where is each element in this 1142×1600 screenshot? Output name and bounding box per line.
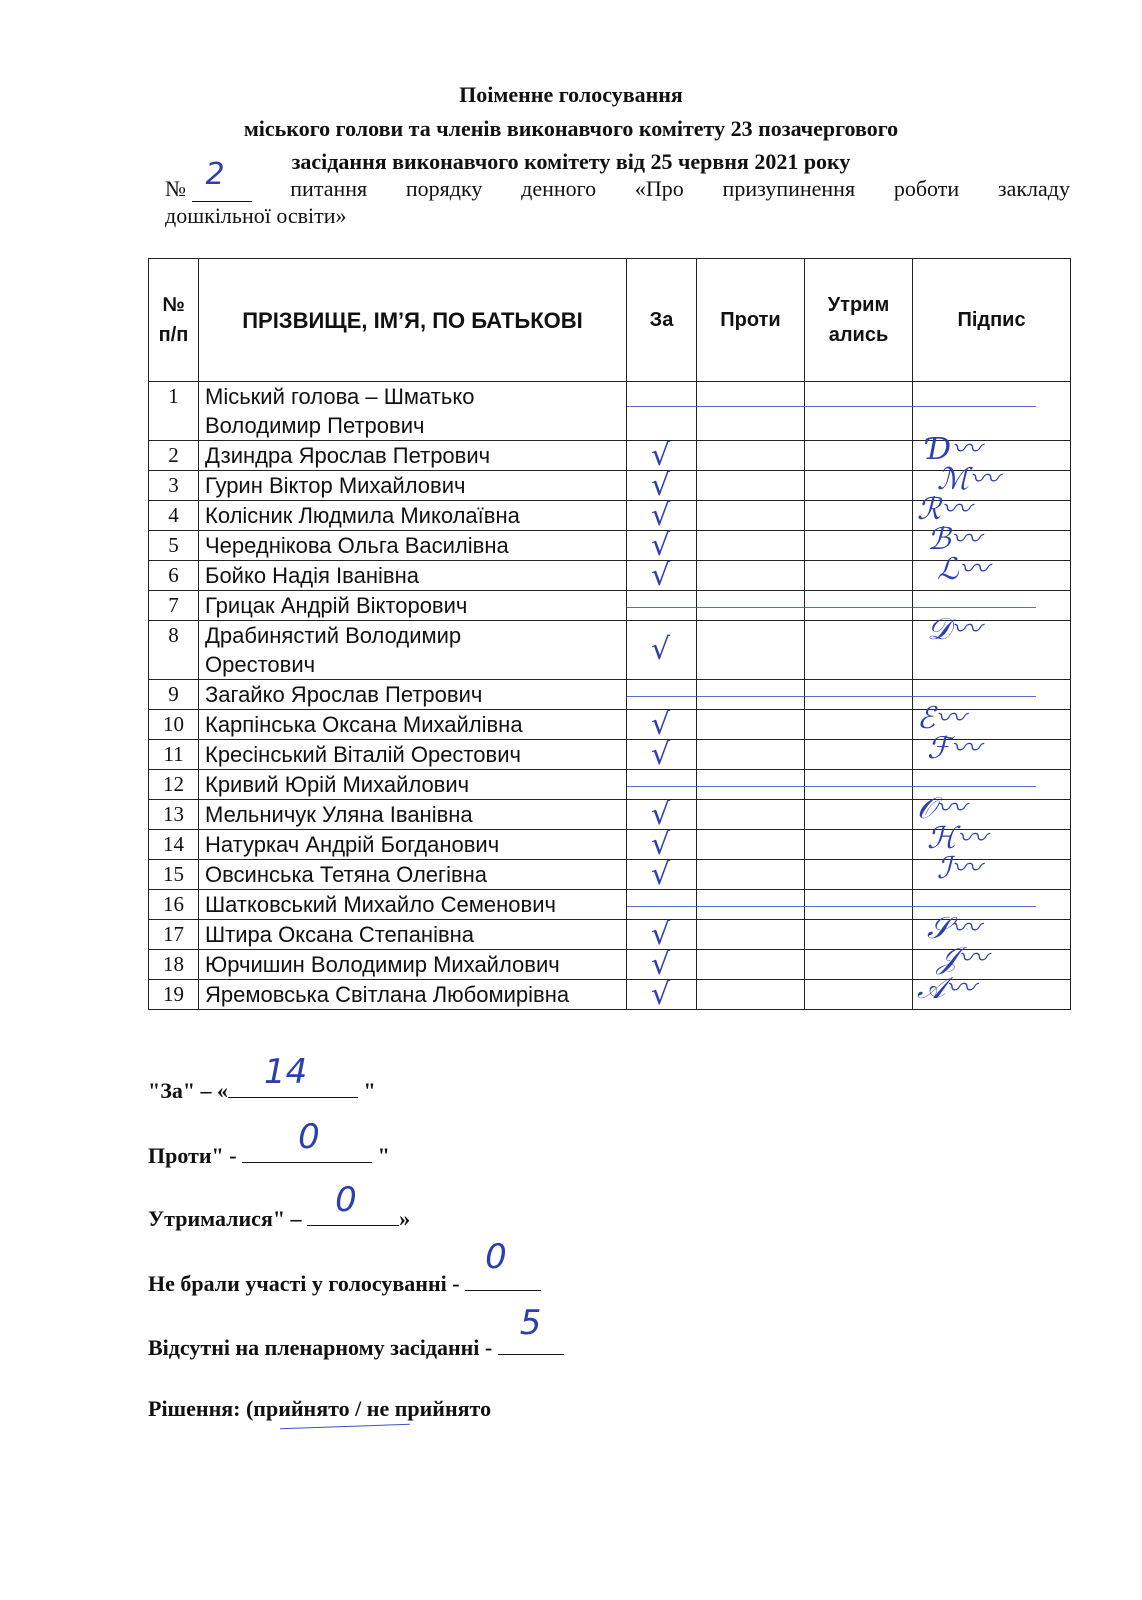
signature-scribble: 𝒪〰 — [917, 791, 966, 826]
header-signature: Підпис — [913, 259, 1071, 382]
table-row — [149, 441, 1071, 471]
signature-cell — [913, 971, 1071, 1010]
vote-against-cell — [697, 710, 805, 740]
vote-against-cell — [697, 441, 805, 471]
row-name-line: Шатковський Михайло Семенович — [205, 892, 556, 917]
title-line-3: засідання виконавчого комітету від 25 червня 2021 року — [291, 149, 851, 174]
row-name-line: Кривий Юрій Михайлович — [205, 772, 470, 797]
agenda-word: порядку — [405, 176, 483, 201]
row-number: 10 — [149, 710, 199, 740]
row-number: 11 — [149, 740, 199, 770]
vote-for-cell — [627, 438, 697, 473]
row-number: 4 — [149, 501, 199, 531]
row-full-name — [199, 740, 627, 770]
vote-against-cell — [697, 561, 805, 591]
vote-abstained-cell — [805, 830, 913, 860]
agenda-number-field — [165, 157, 252, 202]
table-row — [149, 561, 1071, 591]
vote-for-cell — [627, 977, 697, 1012]
agenda-word: «Про — [634, 176, 684, 201]
summary-for-end: " — [358, 1078, 376, 1103]
vote-against-cell — [697, 471, 805, 501]
header-against: Проти — [697, 259, 805, 382]
vote-against-cell — [697, 770, 805, 800]
summary-abstained-value: 0 — [335, 1180, 357, 1220]
vote-for-cell — [627, 890, 697, 920]
summary-against-end: " — [372, 1143, 390, 1168]
checkmark-icon: √ — [651, 737, 671, 772]
vote-table — [148, 258, 1071, 1010]
row-full-name — [199, 680, 627, 710]
summary-for-value: 14 — [264, 1052, 308, 1092]
row-name-line: Гурин Віктор Михайлович — [205, 473, 466, 498]
vote-abstained-cell — [805, 531, 913, 561]
row-full-name — [199, 860, 627, 890]
signature-cell — [913, 731, 1071, 770]
vote-against-cell — [697, 621, 805, 680]
vote-against-cell — [697, 501, 805, 531]
checkmark-icon: √ — [651, 707, 671, 742]
vote-for-cell — [627, 468, 697, 503]
vote-for-cell — [627, 558, 697, 593]
vote-for-cell — [627, 827, 697, 862]
vote-abstained-cell — [805, 382, 913, 441]
summary-against — [148, 1117, 390, 1169]
summary-against-value: 0 — [298, 1117, 320, 1157]
title-line-2: міського голови та членів виконавчого комітету 23 позачергового — [243, 116, 899, 141]
agenda-line-2: дошкільної освіти» — [165, 203, 347, 228]
vote-against-cell — [697, 591, 805, 621]
vote-for-cell — [627, 621, 697, 680]
row-number: 17 — [149, 920, 199, 950]
table-row — [149, 860, 1071, 890]
row-number: 8 — [149, 621, 199, 680]
summary-abstained-end: » — [399, 1206, 411, 1231]
summary-not-voting-value: 0 — [485, 1237, 507, 1277]
row-full-name — [199, 920, 627, 950]
vote-against-cell — [697, 531, 805, 561]
agenda-word: денного — [521, 176, 597, 201]
summary-absent — [148, 1303, 564, 1361]
vote-against-cell — [697, 980, 805, 1010]
checkmark-icon: √ — [651, 558, 671, 593]
table-row — [149, 830, 1071, 860]
signature-scribble: ℳ〰 — [937, 462, 1000, 497]
row-full-name — [199, 950, 627, 980]
checkmark-icon: √ — [651, 947, 671, 982]
summary-not-voting-blank — [465, 1237, 541, 1291]
row-number: 19 — [149, 980, 199, 1010]
checkmark-icon: √ — [651, 827, 671, 862]
vote-against-cell — [697, 890, 805, 920]
summary-against-label: Проти" - — [148, 1143, 243, 1168]
row-number: 1 — [149, 382, 199, 441]
checkmark-icon: √ — [651, 468, 671, 503]
summary-against-blank — [242, 1117, 372, 1163]
signature-scribble: 𝒜〰 — [917, 971, 976, 1006]
vote-against-cell — [697, 382, 805, 441]
vote-abstained-cell — [805, 800, 913, 830]
vote-against-cell — [697, 800, 805, 830]
row-name-line: Кресінський Віталій Орестович — [205, 742, 521, 767]
summary-abstained-blank — [307, 1180, 399, 1226]
vote-abstained-cell — [805, 561, 913, 591]
signature-scribble: Ɗ〰 — [927, 432, 982, 467]
summary-absent-blank — [498, 1303, 564, 1355]
signature-scribble: 𝒥〰 — [937, 941, 988, 976]
checkmark-icon: √ — [651, 528, 671, 563]
row-full-name — [199, 561, 627, 591]
signature-scribble: ℋ〰 — [927, 821, 987, 856]
row-name-line: Овсинська Тетяна Олегівна — [205, 862, 488, 887]
summary-for — [148, 1052, 376, 1104]
checkmark-icon: √ — [651, 977, 671, 1012]
table-row — [149, 621, 1071, 680]
vote-abstained-cell — [805, 621, 913, 680]
summary-for-blank — [228, 1052, 358, 1098]
vote-for-cell — [627, 917, 697, 952]
vote-against-cell — [697, 950, 805, 980]
vote-for-cell — [627, 382, 697, 441]
row-number: 16 — [149, 890, 199, 920]
summary-abstained-label: Утрималися" – — [148, 1206, 308, 1231]
row-full-name — [199, 830, 627, 860]
row-name-line: Бойко Надія Іванівна — [205, 563, 419, 588]
summary-decision: Рішення: (прийнято / не прийнято — [148, 1396, 492, 1421]
row-full-name — [199, 382, 627, 441]
vote-for-cell — [627, 528, 697, 563]
checkmark-icon: √ — [651, 498, 671, 533]
checkmark-icon: √ — [651, 797, 671, 832]
vote-abstained-cell — [805, 501, 913, 531]
summary-for-label: "За" – « — [148, 1078, 229, 1103]
row-name-line: Дзиндра Ярослав Петрович — [205, 443, 491, 468]
vote-for-cell — [627, 591, 697, 621]
vote-against-cell — [697, 740, 805, 770]
vote-abstained-cell — [805, 591, 913, 621]
summary-not-voting — [148, 1237, 541, 1297]
checkmark-icon: √ — [651, 632, 671, 667]
agenda-word: роботи — [893, 176, 960, 201]
header-abstained: Утрим ались — [805, 259, 913, 382]
row-number: 9 — [149, 680, 199, 710]
checkmark-icon: √ — [651, 917, 671, 952]
row-full-name — [199, 471, 627, 501]
vote-for-cell — [627, 770, 697, 800]
checkmark-icon: √ — [651, 857, 671, 892]
vote-abstained-cell — [805, 860, 913, 890]
row-full-name — [199, 770, 627, 800]
row-full-name — [199, 441, 627, 471]
vote-against-cell — [697, 830, 805, 860]
vote-for-cell — [627, 707, 697, 742]
table-row — [149, 531, 1071, 561]
title-line-1: Поіменне голосування — [459, 82, 683, 107]
row-full-name — [199, 890, 627, 920]
vote-against-cell — [697, 920, 805, 950]
vote-abstained-cell — [805, 890, 913, 920]
vote-abstained-cell — [805, 950, 913, 980]
signature-scribble: ℬ〰 — [927, 522, 981, 557]
vote-for-cell — [627, 797, 697, 832]
row-number: 18 — [149, 950, 199, 980]
row-full-name — [199, 980, 627, 1010]
row-number: 13 — [149, 800, 199, 830]
vote-for-cell — [627, 680, 697, 710]
row-name-line: Череднікова Ольга Василівна — [205, 533, 509, 558]
vote-abstained-cell — [805, 680, 913, 710]
row-name-line: Мельничук Уляна Іванівна — [205, 802, 473, 827]
row-name-line: Загайко Ярослав Петрович — [205, 682, 483, 707]
table-header-row — [149, 259, 1071, 382]
agenda-number-blank — [192, 157, 252, 202]
signature-scribble: ℐ〰 — [937, 851, 982, 886]
checkmark-icon: √ — [651, 438, 671, 473]
row-full-name — [199, 621, 627, 680]
row-number: 7 — [149, 591, 199, 621]
row-number: 14 — [149, 830, 199, 860]
vote-abstained-cell — [805, 770, 913, 800]
table-row — [149, 920, 1071, 950]
row-number: 3 — [149, 471, 199, 501]
table-row — [149, 980, 1071, 1010]
row-name-line: Юрчишин Володимир Михайлович — [205, 952, 560, 977]
agenda-word: питання — [290, 176, 368, 201]
row-name-line: Володимир Петрович — [205, 413, 425, 438]
summary-abstained — [148, 1180, 411, 1232]
header-name: ПРІЗВИЩЕ, ІМ’Я, ПО БАТЬКОВІ — [199, 259, 627, 382]
vote-abstained-cell — [805, 740, 913, 770]
vote-for-cell — [627, 857, 697, 892]
row-number: 15 — [149, 860, 199, 890]
row-full-name — [199, 800, 627, 830]
vote-abstained-cell — [805, 441, 913, 471]
vote-for-cell — [627, 737, 697, 772]
decision-handwritten-mark — [280, 1424, 410, 1430]
signature-scribble: ℒ〰 — [937, 552, 989, 587]
table-row — [149, 740, 1071, 770]
vote-abstained-cell — [805, 980, 913, 1010]
signature-scribble: ℰ〰 — [917, 701, 966, 736]
row-number: 6 — [149, 561, 199, 591]
signature-cell — [913, 851, 1071, 890]
row-name-line: Драбинястий Володимир — [205, 623, 462, 648]
signature-cell — [913, 552, 1071, 591]
summary-absent-label: Відсутні на пленарному засіданні - — [148, 1335, 498, 1360]
row-full-name — [199, 710, 627, 740]
row-name-line: Грицак Андрій Вікторович — [205, 593, 468, 618]
vote-against-cell — [697, 680, 805, 710]
vote-against-cell — [697, 860, 805, 890]
row-full-name — [199, 501, 627, 531]
vote-for-cell — [627, 947, 697, 982]
row-number: 12 — [149, 770, 199, 800]
summary-absent-value: 5 — [519, 1303, 542, 1343]
row-name-line: Яремовська Світлана Любомирівна — [205, 982, 570, 1007]
vote-abstained-cell — [805, 471, 913, 501]
agenda-number-handwritten: 2 — [205, 157, 225, 192]
row-number: 5 — [149, 531, 199, 561]
row-full-name — [199, 531, 627, 561]
row-name-line: Колісник Людмила Миколаївна — [205, 503, 520, 528]
row-number: 2 — [149, 441, 199, 471]
row-name-line: Штира Оксана Степанівна — [205, 922, 475, 947]
row-name-line: Карпінська Оксана Михайлівна — [205, 712, 523, 737]
header-for: За — [627, 259, 697, 382]
vote-for-cell — [627, 498, 697, 533]
signature-scribble: ℱ〰 — [927, 731, 981, 766]
row-name-line: Натуркач Андрій Богданович — [205, 832, 500, 857]
signature-cell — [913, 612, 1071, 680]
agenda-word: призупинення — [722, 176, 856, 201]
signature-scribble: 𝒮〰 — [927, 911, 981, 946]
vote-abstained-cell — [805, 920, 913, 950]
vote-abstained-cell — [805, 710, 913, 740]
signature-scribble: 𝒟〰 — [927, 612, 981, 647]
row-name-line: Міський голова – Шматько — [205, 384, 475, 409]
row-name-line: Орестович — [205, 652, 316, 677]
summary-not-voting-label: Не брали участі у голосуванні - — [148, 1271, 466, 1296]
agenda-number-prefix: № — [165, 176, 186, 201]
row-full-name — [199, 591, 627, 621]
header-num: № п/п — [149, 259, 199, 382]
agenda-word: закладу — [997, 176, 1070, 201]
signature-scribble: ℛ〰 — [917, 492, 971, 527]
